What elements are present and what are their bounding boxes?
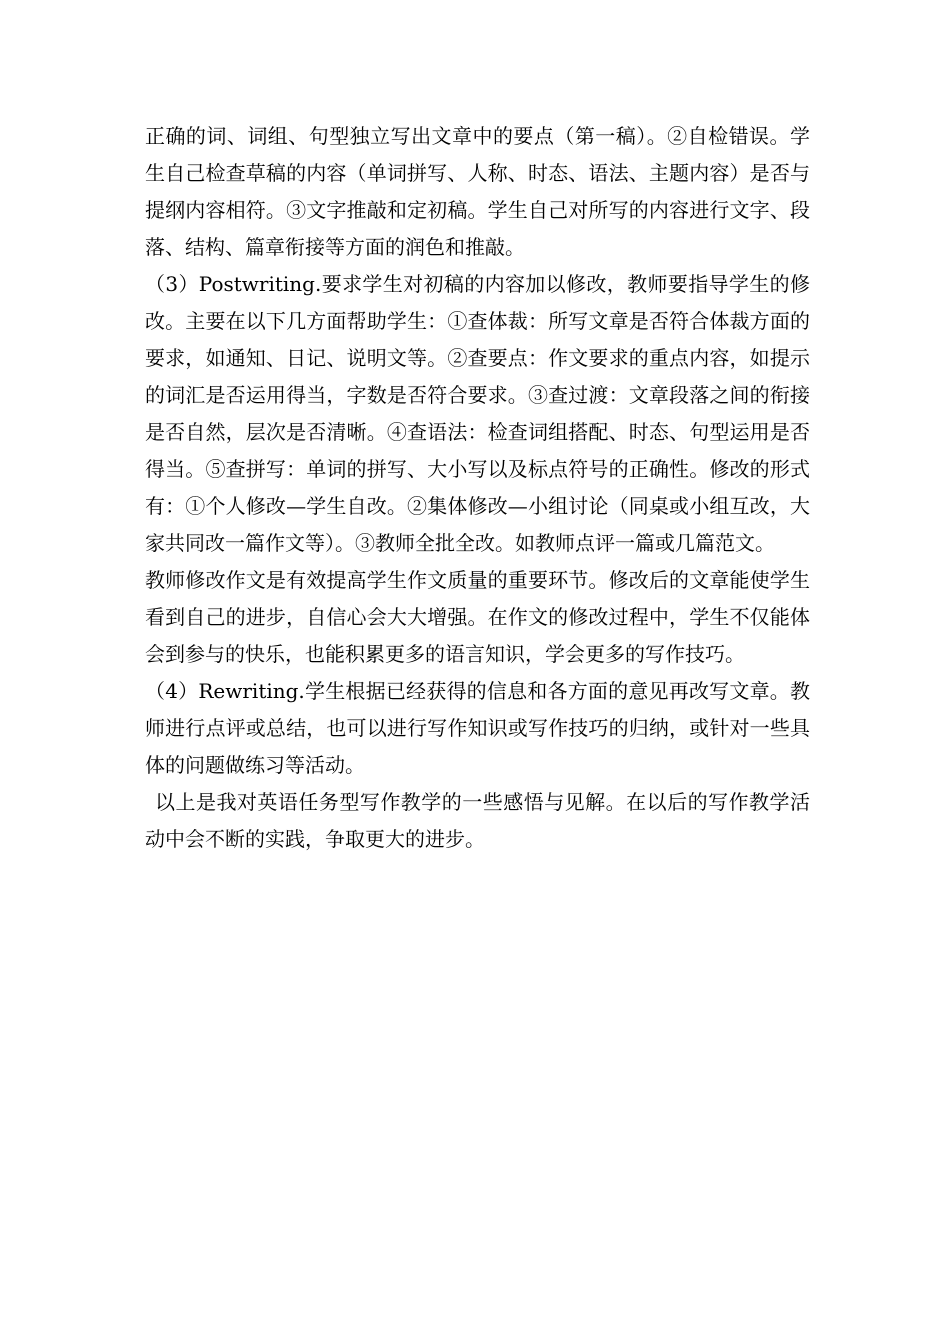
paragraph-re-writing: （4）Rewriting.学生根据已经获得的信息和各方面的意见再改写文章。教师进行点评或总结，也可以进行写作知识或写作技巧的归纳，或针对一些具体的问题做练习等活动。 <box>145 679 810 777</box>
document-body <box>145 118 810 858</box>
paragraph-conclusion: 以上是我对英语任务型写作教学的一些感悟与见解。在以后的写作教学活动中会不断的实践，争取更大的进步。 <box>145 790 810 851</box>
paragraph-teacher-revision: 教师修改作文是有效提高学生作文质量的重要环节。修改后的文章能使学生看到自己的进步，自信心会大大增强。在作文的修改过程中，学生不仅能体会到参与的快乐，也能积累更多的语言知识，学会更多的写作技巧。 <box>145 568 810 666</box>
paragraph-draft-steps: 正确的词、词组、句型独立写出文章中的要点（第一稿）。②自检错误。学生自己检查草稿的内容（单词拼写、人称、时态、语法、主题内容）是否与提纲内容相符。③文字推敲和定初稿。学生自己对所写的内容进行文字、段落、结构、篇章衔接等方面的润色和推敲。 <box>145 124 810 259</box>
paragraph-post-writing: （3）Postwriting.要求学生对初稿的内容加以修改，教师要指导学生的修改。主要在以下几方面帮助学生：①查体裁：所写文章是否符合体裁方面的要求，如通知、日记、说明文等。②查要点：作文要求的重点内容，如提示的词汇是否运用得当，字数是否符合要求。③查过渡：文章段落之间的衔接是否自然，层次是否清晰。④查语法：检查词组搭配、时态、句型运用是否得当。⑤查拼写：单词的拼写、大小写以及标点符号的正确性。修改的形式有：①个人修改—学生自改。②集体修改—小组讨论（同桌或小组互改，大家共同改一篇作文等）。③教师全批全改。如教师点评一篇或几篇范文。 <box>145 272 810 555</box>
